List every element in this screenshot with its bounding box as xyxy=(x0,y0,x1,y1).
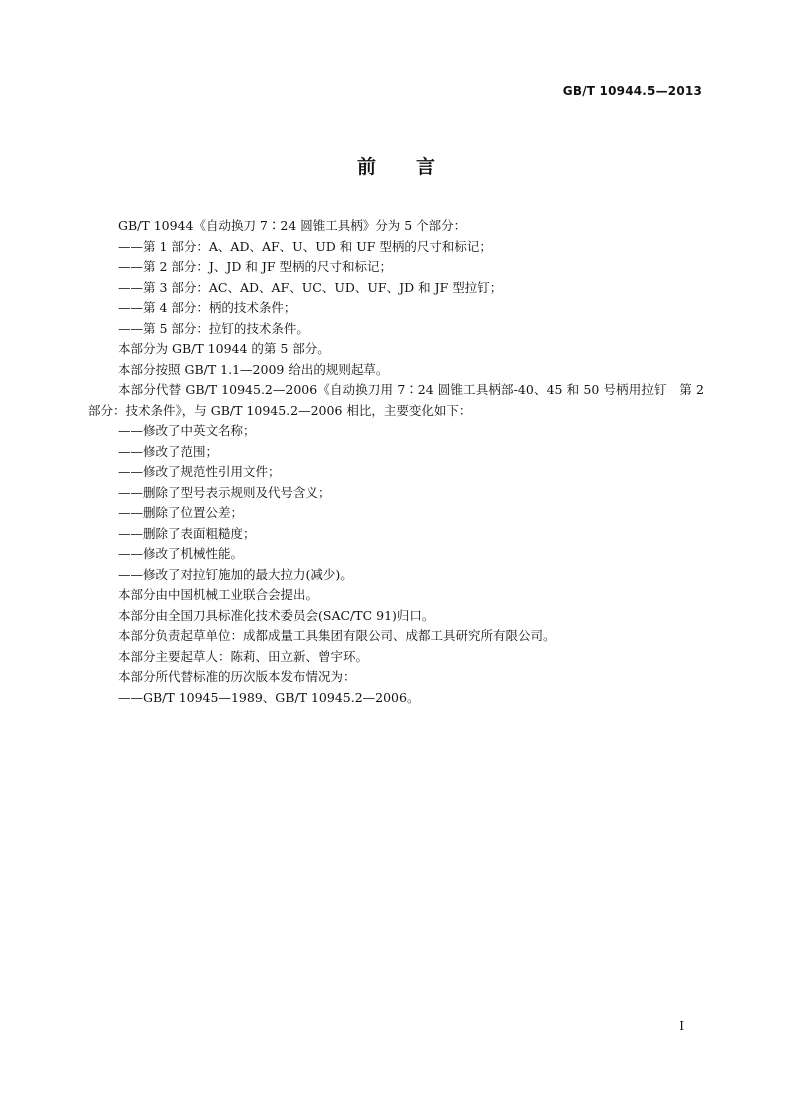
paragraph: ——修改了机械性能。 xyxy=(118,546,244,561)
paragraph: ——第 5 部分：拉钉的技术条件。 xyxy=(118,320,309,336)
paragraph: ——修改了规范性引用文件； xyxy=(118,464,281,479)
page-title: 前言 xyxy=(356,156,475,178)
paragraph: 本部分按照 GB/T 1.1—2009 给出的规则起草。 xyxy=(118,361,389,377)
paragraph: 本部分所代替标准的历次版本发布情况为： xyxy=(118,669,356,684)
paragraph: 本部分主要起草人：陈莉、田立新、曾宇环。 xyxy=(118,648,369,664)
paragraph: ——删除了表面粗糙度； xyxy=(118,525,256,541)
page-number: I xyxy=(679,1019,684,1033)
paragraph: ——修改了中英文名称； xyxy=(118,423,256,438)
paragraph: 本部分为 GB/T 10944 的第 5 部分。 xyxy=(118,341,330,356)
standard-code: GB/T 10944.5—2013 xyxy=(562,84,702,98)
paragraph: ——删除了位置公差； xyxy=(118,505,244,520)
paragraph: GB/T 10944《自动换刀 7∶24 圆锥工具柄》分为 5 个部分： xyxy=(118,218,467,233)
paragraph: ——修改了范围； xyxy=(118,443,219,459)
foreword-body xyxy=(88,216,704,708)
paragraph: ——GB/T 10945—1989、GB/T 10945.2—2006。 xyxy=(118,689,420,705)
paragraph: ——第 2 部分：J、JD 和 JF 型柄的尺寸和标记； xyxy=(118,259,393,274)
paragraph: 本部分负责起草单位：成都成量工具集团有限公司、成都工具研究所有限公司。 xyxy=(118,628,556,643)
paragraph: ——第 3 部分：AC、AD、AF、UC、UD、UF、JD 和 JF 型拉钉； xyxy=(118,279,503,295)
paragraph: ——删除了型号表示规则及代号含义； xyxy=(118,484,331,500)
paragraph: ——第 4 部分：柄的技术条件； xyxy=(118,300,297,315)
paragraph: 本部分代替 GB/T 10945.2—2006《自动换刀用 7∶24 圆锥工具柄部-40、45 和 50 号柄用拉钉 第 2 部分：技术条件》，与 GB/T 10945.2—2006 相比，主要变化如下： xyxy=(88,382,704,418)
paragraph: ——修改了对拉钉施加的最大拉力(减少)。 xyxy=(118,566,353,582)
paragraph: ——第 1 部分：A、AD、AF、U、UD 和 UF 型柄的尺寸和标记； xyxy=(118,238,492,254)
paragraph: 本部分由全国刀具标准化技术委员会(SAC/TC 91)归口。 xyxy=(118,607,435,623)
paragraph: 本部分由中国机械工业联合会提出。 xyxy=(118,587,319,602)
